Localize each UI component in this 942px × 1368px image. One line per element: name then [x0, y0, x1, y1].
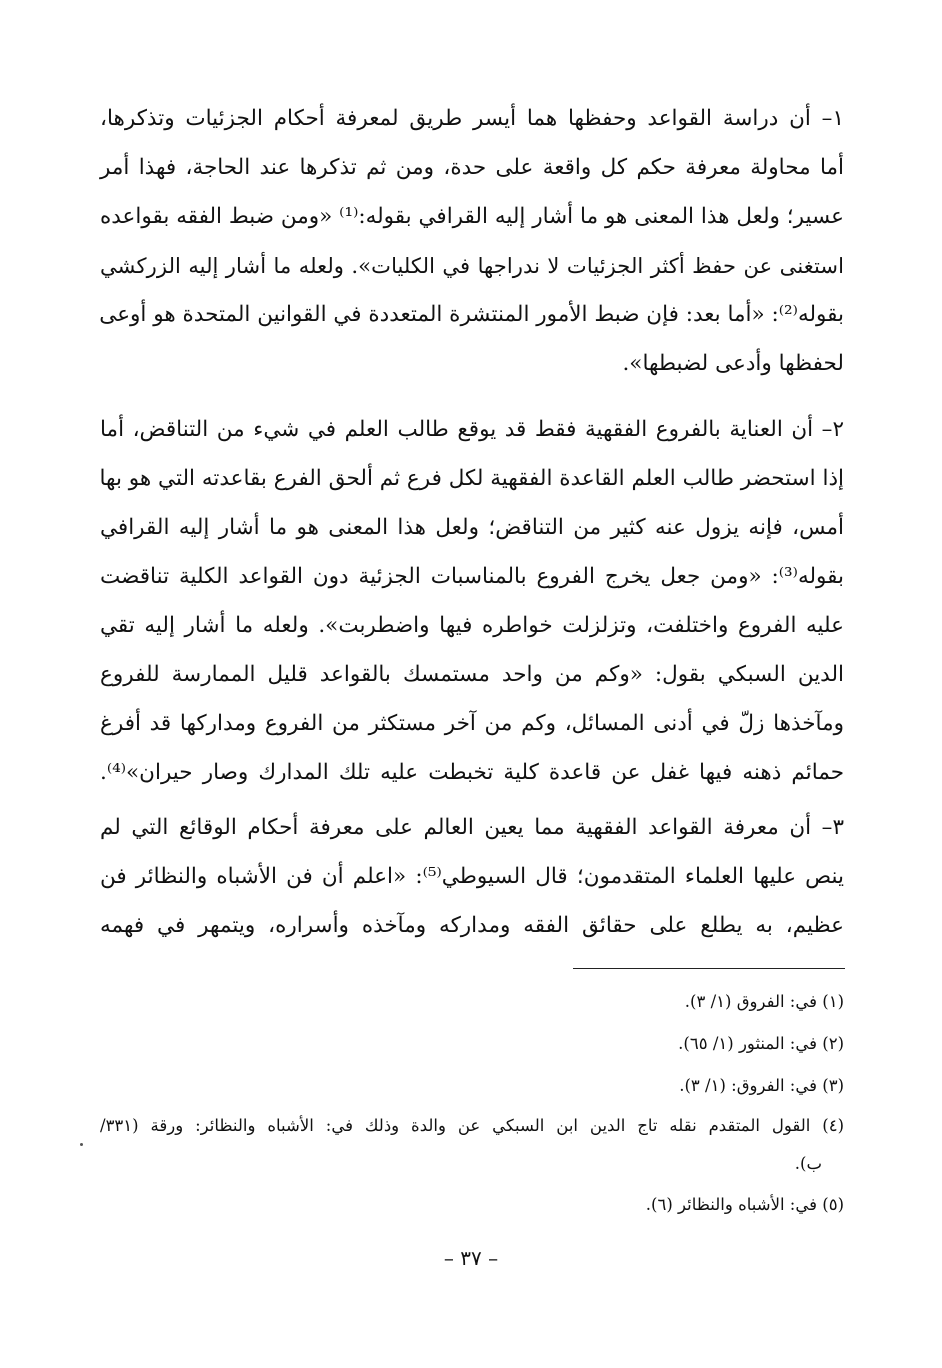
text-line: ٢– أن العناية بالفروع الفقهية فقط قد يوقع طالب العلم في شيء من التناقض، أما: [100, 417, 844, 442]
text-line: استغنى عن حفظ أكثر الجزئيات لا ندراجها في الكليات». ولعله ما أشار إليه الزركشي: [100, 253, 844, 278]
text-line: الدين السبكي بقول: «وكم من واحد مستمسك بالقواعد قليل الممارسة للفروع: [100, 662, 844, 687]
footnote-4-continuation: ب).: [794, 1154, 822, 1173]
footnotes: [100, 984, 844, 1234]
text-line: ١– أن دراسة القواعد وحفظها هما أيسر طريق لمعرفة أحكام الجزئيات وتذكرها،: [100, 106, 844, 131]
footnote-separator: [573, 968, 845, 969]
paragraph-3: [100, 803, 844, 953]
text-line: بقوله⁽²⁾: «أما بعد: فإن ضبط الأمور المنتشرة المتعددة في القوانين المتحدة هو أوعى: [99, 302, 844, 327]
text-line: ينص عليها العلماء المتقدمون؛ قال السيوطي⁽⁵⁾: «اعلم أن فن الأشباه والنظائر فن: [100, 864, 844, 889]
footnote-5: (٥) في: الأشباه والنظائر (٦).: [645, 1195, 844, 1214]
paragraph-1: [100, 94, 844, 394]
text-line: عظيم، به يطلع على حقائق الفقه ومداركه ومآخذه وأسراره، ويتمهر في فهمه: [100, 913, 844, 938]
text-line: عليه الفروع واختلفت، وتزلزلت خواطره فيها واضطربت». ولعله ما أشار إليه تقي: [100, 613, 844, 638]
text-line: بقوله⁽³⁾: «ومن جعل يخرج الفروع بالمناسبات الجزئية دون القواعد الكلية تناقضت: [100, 564, 844, 589]
text-line: إذا استحضر طالب العلم القاعدة الفقهية لكل فرع ثم ألحق الفرع بقاعدته التي هو بها: [99, 466, 844, 491]
text-line: لحفظها وأدعى لضبطها».: [622, 351, 844, 376]
footnote-1: (١) في: الفروق (١/ ٣).: [684, 992, 844, 1011]
footnote-4: (٤) القول المتقدم نقله تاج الدين ابن السبكي عن والدة وذلك في: الأشباه والنظائر: ورقة (٣٣١/: [100, 1116, 844, 1135]
page-number: – ٣٧ –: [443, 1246, 499, 1270]
text-line: أما محاولة معرفة حكم كل واقعة على حدة، ومن ثم تذكرها عند الحاجة، فهذا أمر: [100, 155, 844, 180]
text-line: ومآخذها زلّ في أدنى المسائل، وكم من آخر مستكثر من الفروع ومداركها قد أفرغ: [100, 711, 844, 736]
text-line: عسير؛ ولعل هذا المعنى هو ما أشار إليه القرافي بقوله:⁽¹⁾ «ومن ضبط الفقه بقواعده: [100, 204, 844, 229]
footnote-3: (٣) في: الفروق: (١/ ٣).: [679, 1076, 844, 1095]
text-line: أمس، فإنه يزول عنه كثير من التناقض؛ ولعل هذا المعنى هو ما أشار إليه القرافي: [100, 515, 844, 540]
scan-speck: [80, 1143, 83, 1146]
footnote-2: (٢) في: المنثور (١/ ٦٥).: [678, 1034, 844, 1053]
text-line: ٣– أن معرفة القواعد الفقهية مما يعين العالم على معرفة أحكام الوقائع التي لم: [100, 815, 844, 840]
text-line: حمائم ذهنه فيها غفل عن قاعدة كلية تخبطت عليه تلك المدارك وصار حيران»⁽⁴⁾.: [100, 760, 844, 785]
paragraph-2: [100, 405, 844, 805]
